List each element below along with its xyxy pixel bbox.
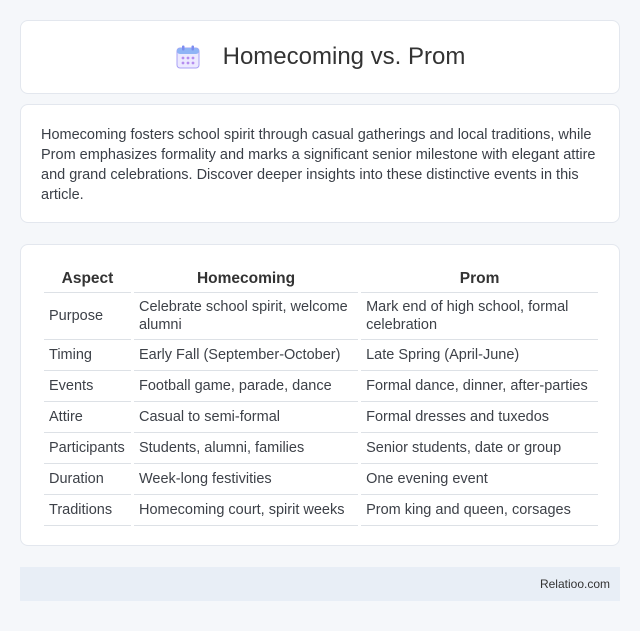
intro-text: Homecoming fosters school spirit through casual gatherings and local traditions, while Prom emphasizes formality and marks a significant senior milestone with elegant attire and grand celebrations. Discover deeper insights into these distinctive events in this article. bbox=[41, 127, 596, 203]
table-row bbox=[44, 340, 598, 371]
prom-cell: Formal dresses and tuxedos bbox=[361, 402, 598, 433]
title-card bbox=[20, 20, 620, 94]
column-header-homecoming: Homecoming bbox=[134, 263, 358, 293]
homecoming-cell: Homecoming court, spirit weeks bbox=[134, 495, 358, 526]
table-header-row bbox=[44, 263, 598, 293]
intro-card bbox=[20, 104, 620, 223]
table-row bbox=[44, 464, 598, 495]
table-row bbox=[44, 402, 598, 433]
aspect-cell: Events bbox=[44, 371, 131, 402]
aspect-cell: Purpose bbox=[44, 293, 131, 340]
column-header-prom: Prom bbox=[361, 263, 598, 293]
calendar-icon bbox=[175, 44, 201, 70]
prom-cell: One evening event bbox=[361, 464, 598, 495]
footer-brand-link[interactable]: Relatioo.com bbox=[539, 577, 610, 591]
homecoming-cell: Week-long festivities bbox=[134, 464, 358, 495]
table-row bbox=[44, 495, 598, 526]
table-row bbox=[44, 433, 598, 464]
homecoming-cell: Students, alumni, families bbox=[134, 433, 358, 464]
prom-cell: Formal dance, dinner, after-parties bbox=[361, 371, 598, 402]
aspect-cell: Duration bbox=[44, 464, 131, 495]
homecoming-cell: Early Fall (September-October) bbox=[134, 340, 358, 371]
table-row bbox=[44, 371, 598, 402]
homecoming-cell: Celebrate school spirit, welcome alumni bbox=[134, 293, 358, 340]
aspect-cell: Attire bbox=[44, 402, 131, 433]
aspect-cell: Participants bbox=[44, 433, 131, 464]
column-header-aspect: Aspect bbox=[44, 263, 131, 293]
prom-cell: Prom king and queen, corsages bbox=[361, 495, 598, 526]
prom-cell: Late Spring (April-June) bbox=[361, 340, 598, 371]
aspect-cell: Traditions bbox=[44, 495, 131, 526]
title-wrap bbox=[175, 43, 466, 71]
homecoming-cell: Football game, parade, dance bbox=[134, 371, 358, 402]
footer bbox=[20, 567, 620, 601]
table-row bbox=[44, 293, 598, 340]
homecoming-cell: Casual to semi-formal bbox=[134, 402, 358, 433]
prom-cell: Senior students, date or group bbox=[361, 433, 598, 464]
page-title: Homecoming vs. Prom bbox=[222, 43, 466, 70]
comparison-table bbox=[41, 263, 601, 526]
aspect-cell: Timing bbox=[44, 340, 131, 371]
comparison-card bbox=[20, 244, 620, 546]
prom-cell: Mark end of high school, formal celebration bbox=[361, 293, 598, 340]
